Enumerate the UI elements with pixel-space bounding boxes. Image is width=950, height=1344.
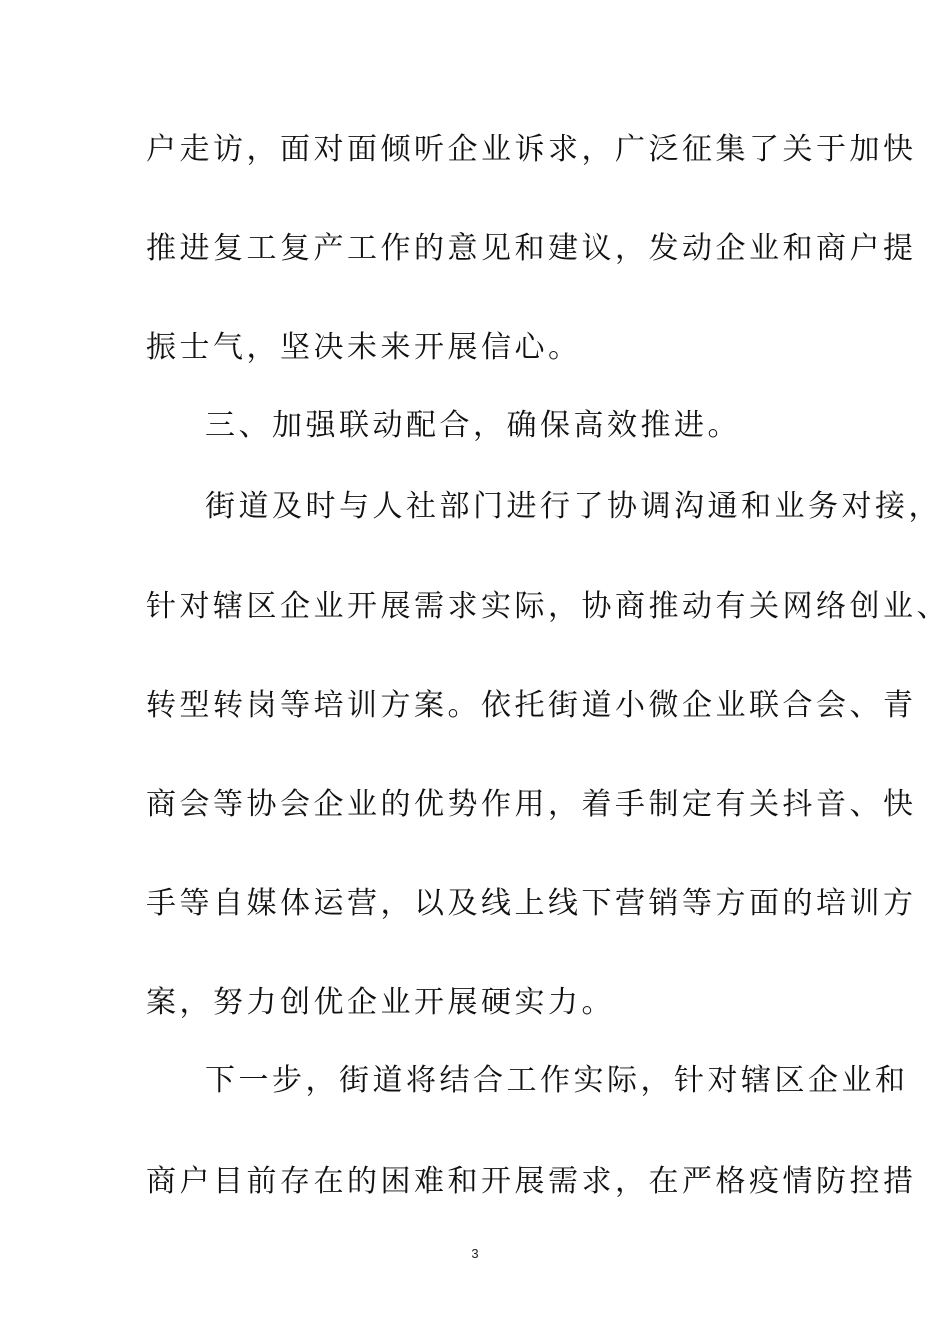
text-line: 商会等协会企业的优势作用，着手制定有关抖音、快 <box>146 787 917 822</box>
text-line: 转型转岗等培训方案。依托街道小微企业联合会、青 <box>146 688 917 723</box>
text-line: 案，努力创优企业开展硬实力。 <box>146 985 615 1020</box>
text-line: 街道及时与人社部门进行了协调沟通和业务对接， <box>205 489 942 524</box>
page-number: 3 <box>471 1246 479 1261</box>
text-line: 手等自媒体运营，以及线上线下营销等方面的培训方 <box>146 886 917 921</box>
text-line: 商户目前存在的困难和开展需求，在严格疫情防控措 <box>146 1164 917 1199</box>
text-line: 振士气，坚决未来开展信心。 <box>146 330 582 365</box>
text-line: 下一步，街道将结合工作实际，针对辖区企业和 <box>205 1063 909 1098</box>
text-line: 针对辖区企业开展需求实际，协商推动有关网络创业、 <box>146 589 950 624</box>
text-line: 推进复工复产工作的意见和建议，发动企业和商户提 <box>146 231 917 266</box>
section-heading: 三、加强联动配合，确保高效推进。 <box>205 408 741 443</box>
text-line: 户走访，面对面倾听企业诉求，广泛征集了关于加快 <box>146 132 917 167</box>
